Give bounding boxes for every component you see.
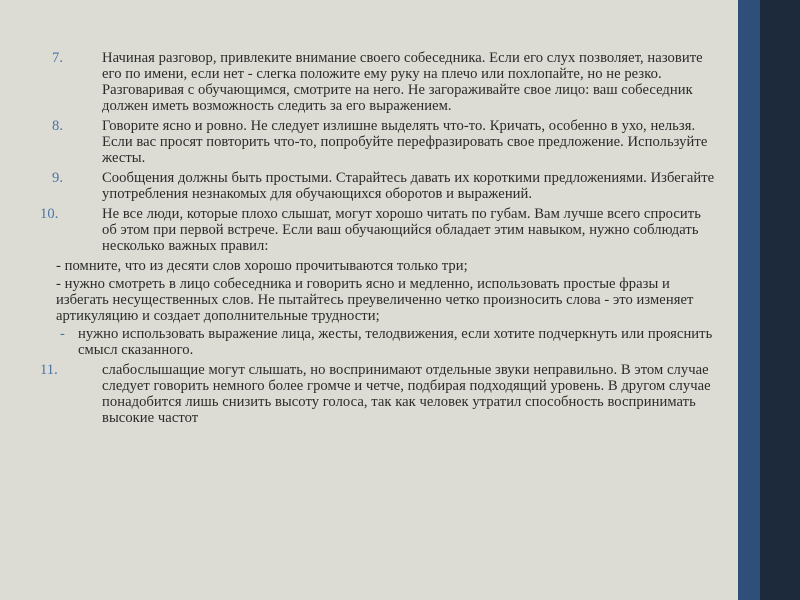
list-item-7	[30, 50, 715, 114]
list-text: Говорите ясно и ровно. Не следует излишне выделять что-то. Кричать, особенно в ухо, нельзя. Если вас просят повторить что-то, попробуйте перефразировать свое предложение. Используйте жесты.	[102, 118, 708, 166]
sub-line-2: - нужно смотреть в лицо собеседника и говорить ясно и медленно, использовать простые фразы и избегать несущественных слов. Не пытайтесь преувеличенно четко произносить слова - это изменяет артикуляцию и создает дополнительные трудности;	[56, 276, 694, 324]
list-item-11	[30, 362, 715, 426]
list-text: Не все люди, которые плохо слышат, могут хорошо читать по губам. Вам лучше всего спросить об этом при первой встрече. Если ваш обучающийся обладает этим навыком, нужно соблюдать несколько важных правил:	[102, 206, 701, 254]
dash-list-item	[30, 326, 715, 358]
sub-line-1: - помните, что из десяти слов хорошо прочитываются только три;	[56, 258, 468, 274]
list-text: Начиная разговор, привлеките внимание своего собеседника. Если его слух позволяет, назовите его по имени, если нет - слегка положите ему руку на плечо или похлопайте, но не резко. Разговаривая с обучающимся, смотрите на него. Не загораживайте свое лицо: ваш собеседник должен иметь возможность следить за его выражением.	[102, 50, 703, 114]
list-item-8	[30, 118, 715, 166]
accent-stripe	[738, 0, 760, 600]
list-number: 9.	[52, 170, 64, 186]
dash-text: нужно использовать выражение лица, жесты, телодвижения, если хотите подчеркнуть или прояснить смысл сказанного.	[78, 326, 713, 358]
slide-content	[30, 50, 715, 430]
list-number: 7.	[52, 50, 64, 66]
dash-marker: -	[60, 326, 65, 342]
list-item-10	[30, 206, 715, 254]
list-number: 10.	[40, 206, 59, 222]
list-item-9	[30, 170, 715, 202]
list-number: 8.	[52, 118, 64, 134]
list-text: Сообщения должны быть простыми. Старайтесь давать их короткими предложениями. Избегайте употребления незнакомых для обучающихся оборотов и выражений.	[102, 170, 715, 202]
side-bar	[760, 0, 800, 600]
list-text: слабослышащие могут слышать, но воспринимают отдельные звуки неправильно. В этом случае следует говорить немного более громче и четче, подбирая подходящий уровень. В другом случае понадобится лишь снизить высоту голоса, так как человек утратил способность воспринимать высокие частот	[102, 362, 711, 426]
list-number: 11.	[40, 362, 58, 378]
